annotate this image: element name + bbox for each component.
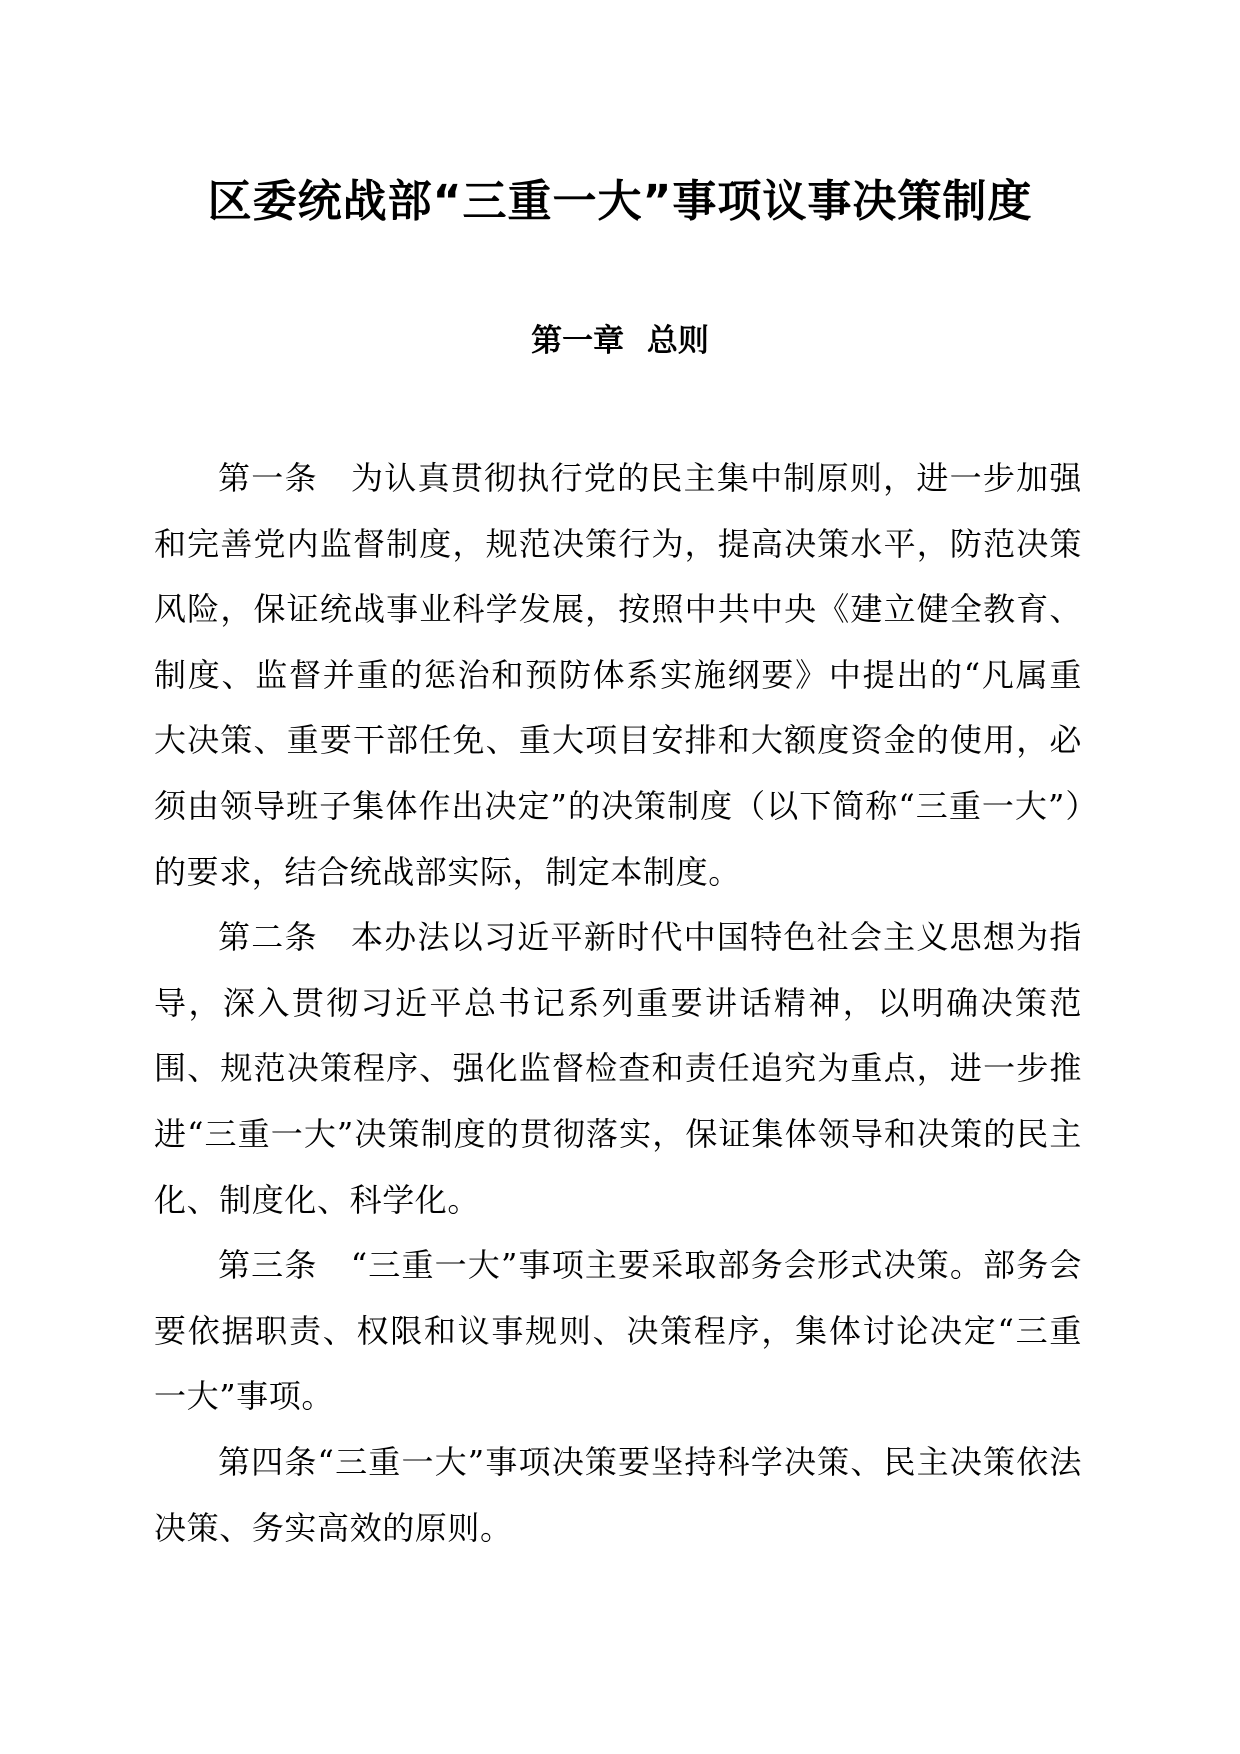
chapter-heading: 第一章 总则 — [531, 323, 709, 359]
article-4: 第四条“三重一大”事项决策要坚持科学决策、民主决策依法决策、务实高效的原则。 — [154, 1442, 1082, 1547]
article-1: 第一条 为认真贯彻执行党的民主集中制原则，进一步加强和完善党内监督制度，规范决策行为，提高决策水平，防范决策风险，保证统战事业科学发展，按照中共中央《建立健全教育、制度、监督并重的惩治和预防体系实施纲要》中提出的“凡属重大决策、重要干部任免、重大项目安排和大额度资金的使用，必须由领导班子集体作出决定”的决策制度（以下简称“三重一大”）的要求，结合统战部实际，制定本制度。 — [154, 459, 1082, 891]
article-3: 第三条 “三重一大”事项主要采取部务会形式决策。部务会要依据职责、权限和议事规则、决策程序，集体讨论决定“三重一大”事项。 — [154, 1246, 1082, 1416]
document-body — [154, 446, 1082, 1561]
article-2: 第二条 本办法以习近平新时代中国特色社会主义思想为指导，深入贯彻习近平总书记系列重要讲话精神，以明确决策范围、规范决策程序、强化监督检查和责任追究为重点，进一步推进“三重一大”决策制度的贯彻落实，保证集体领导和决策的民主化、制度化、科学化。 — [154, 918, 1082, 1219]
document-title: 区委统战部“三重一大”事项议事决策制度 — [207, 176, 1033, 227]
